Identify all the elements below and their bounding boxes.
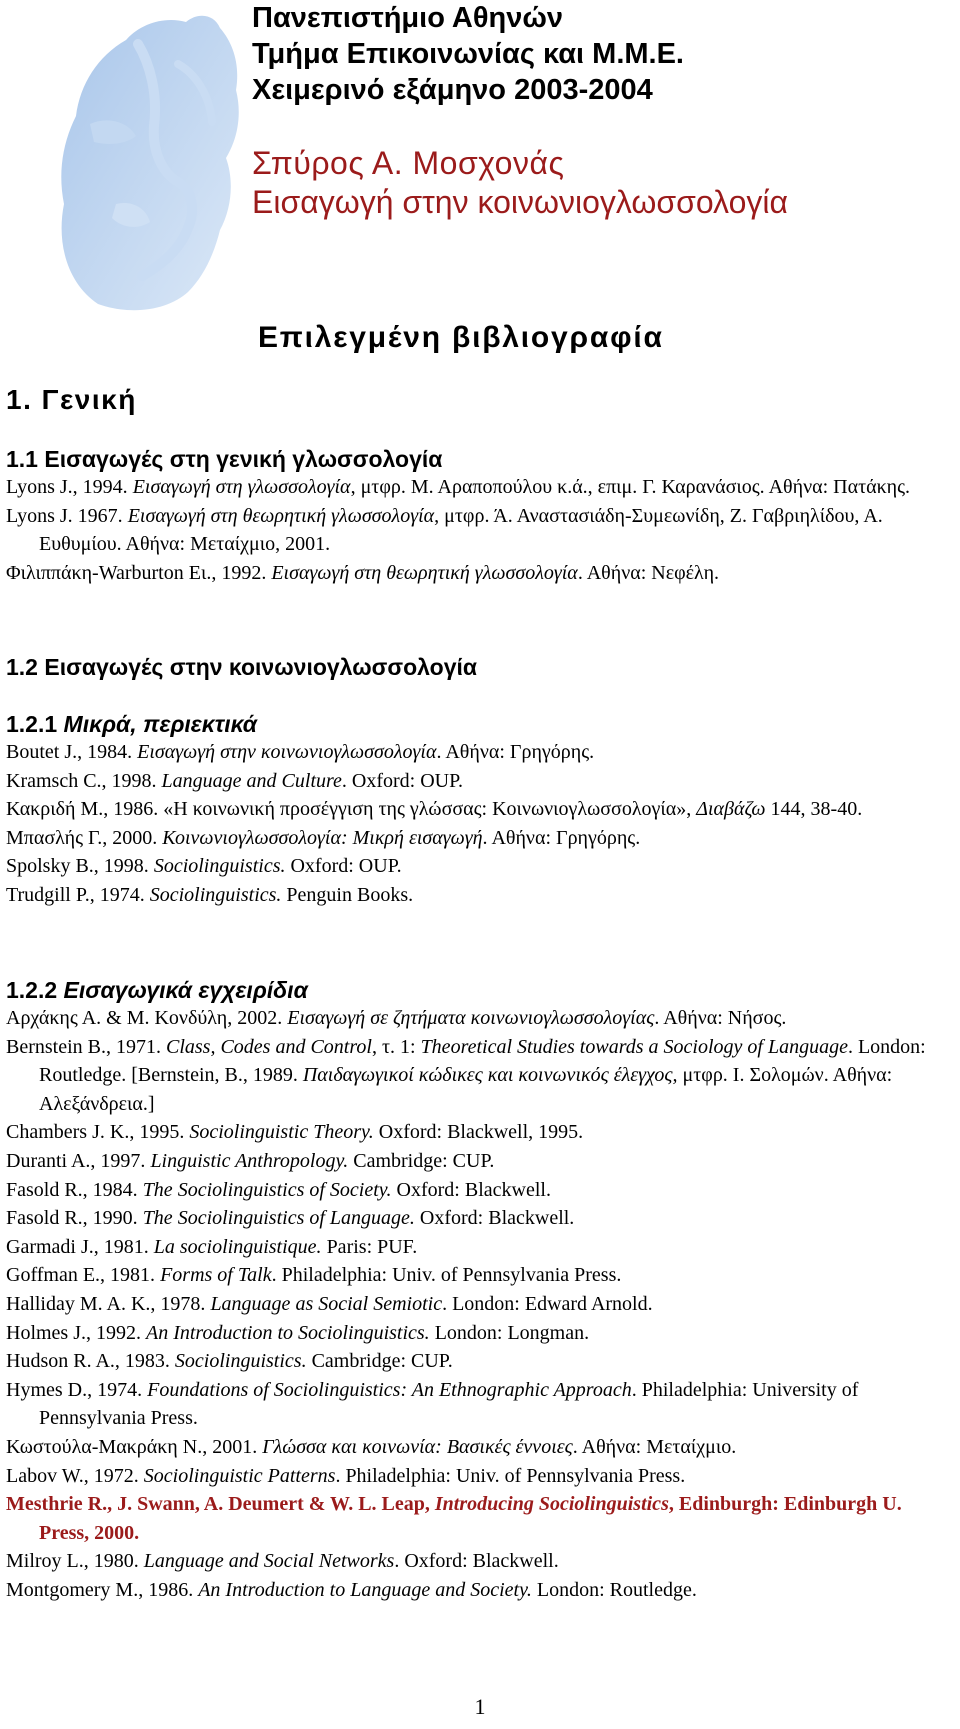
reference-title: Theoretical Studies towards a Sociology of Language — [420, 1035, 848, 1058]
reference-list-1-1 — [6, 473, 954, 587]
document-title: Επιλεγμένη βιβλιογραφία — [258, 321, 664, 354]
reference-entry — [6, 881, 954, 910]
reference-entry — [6, 1118, 954, 1147]
reference-text: Αρχάκης Α. & Μ. Κονδύλη, 2002. — [6, 1007, 288, 1029]
reference-entry — [6, 1462, 954, 1491]
reference-entry — [6, 1004, 954, 1033]
reference-entry — [6, 1319, 954, 1348]
department-name: Τμήμα Επικοινωνίας και Μ.Μ.Ε. — [252, 38, 684, 70]
reference-title: Introducing Sociolinguistics — [434, 1493, 669, 1516]
reference-entry — [6, 1376, 954, 1433]
course-title: Εισαγωγή στην κοινωνιογλωσσολογία — [252, 184, 788, 220]
reference-text: Κωστούλα-Μακράκη Ν., 2001. — [6, 1435, 263, 1458]
reference-title: Εισαγωγή σε ζητήματα κοινωνιογλωσσολογίας — [287, 1007, 655, 1029]
reference-text: . London: Edward Arnold. — [442, 1292, 653, 1315]
reference-text: Chambers J. K., 1995. — [6, 1121, 190, 1144]
reference-text: . Oxford: Blackwell. — [394, 1550, 559, 1573]
university-name: Πανεπιστήμιο Αθηνών — [252, 2, 563, 34]
section-number: 1.2.1 — [6, 711, 64, 737]
reference-entry — [6, 1576, 954, 1605]
reference-list-1-2-2 — [6, 1004, 954, 1604]
reference-entry — [6, 1490, 954, 1547]
reference-text: Goffman E., 1981. — [6, 1264, 161, 1287]
reference-text: Oxford: OUP. — [285, 855, 402, 878]
reference-entry — [6, 1233, 954, 1262]
reference-list-1-2-1 — [6, 738, 954, 910]
page-number: 1 — [474, 1694, 486, 1719]
reference-entry — [6, 1204, 954, 1233]
reference-title: Κοινωνιογλωσσολογία: Μικρή εισαγωγή — [162, 826, 483, 849]
reference-title: Language as Social Semiotic — [210, 1292, 443, 1315]
reference-text: . Αθήνα: Νήσος. — [654, 1007, 787, 1029]
reference-title: Sociolinguistics. — [149, 883, 282, 906]
reference-title: Sociolinguistics. — [174, 1350, 307, 1373]
reference-title: An Introduction to Sociolinguistics. — [146, 1321, 430, 1344]
reference-entry — [6, 738, 954, 767]
reference-text: Oxford: Blackwell, 1995. — [373, 1121, 584, 1144]
reference-entry — [6, 502, 954, 559]
reference-title: Linguistic Anthropology. — [150, 1149, 349, 1172]
reference-text: Holmes J., 1992. — [6, 1321, 146, 1344]
reference-text: Mesthrie R., J. Swann, A. Deumert & W. L. Leap, — [6, 1493, 435, 1516]
reference-text: Hudson R. A., 1983. — [6, 1350, 175, 1373]
reference-text: . Philadelphia: Univ. of Pennsylvania Press. — [335, 1464, 686, 1487]
reference-title: Forms of Talk — [160, 1264, 272, 1287]
reference-entry — [6, 1347, 954, 1376]
author-name: Σπύρος Α. Μοσχονάς — [252, 145, 565, 181]
reference-text: Φιλιππάκη-Warburton Ει., 1992. — [6, 561, 272, 584]
reference-text: . Αθήνα: Γρηγόρης. — [436, 741, 595, 763]
reference-text: Milroy L., 1980. — [6, 1550, 144, 1573]
reference-text: Fasold R., 1990. — [6, 1207, 143, 1230]
reference-entry — [6, 1147, 954, 1176]
reference-text: London: Routledge. — [531, 1578, 697, 1601]
reference-title: Εισαγωγή στη γλωσσολογία — [132, 476, 351, 498]
reference-entry — [6, 795, 954, 824]
reference-text: London: Longman. — [429, 1321, 590, 1344]
reference-title: Language and Social Networks — [143, 1550, 395, 1573]
semester: Χειμερινό εξάμηνο 2003-2004 — [252, 74, 653, 106]
section-title: Μικρά, περιεκτικά — [63, 711, 257, 737]
reference-title: La sociolinguistique. — [153, 1235, 322, 1258]
reference-text: . Αθήνα: Γρηγόρης. — [482, 826, 641, 849]
reference-entry — [6, 852, 954, 881]
reference-text: Cambridge: CUP. — [348, 1149, 495, 1172]
reference-entry — [6, 473, 954, 502]
reference-text: Labov W., 1972. — [6, 1464, 144, 1487]
reference-title: Γλώσσα και κοινωνία: Βασικές έννοιες — [262, 1435, 573, 1458]
reference-title: Εισαγωγή στη θεωρητική γλωσσολογία — [271, 561, 578, 584]
reference-title: The Sociolinguistics of Language. — [142, 1207, 415, 1230]
reference-text: Lyons J., 1994. — [6, 476, 133, 498]
reference-entry — [6, 559, 954, 588]
reference-text: Trudgill P., 1974. — [6, 883, 150, 906]
section-title: Εισαγωγικά εγχειρίδια — [63, 977, 308, 1003]
reference-title: Sociolinguistic Patterns — [143, 1464, 336, 1487]
reference-text: Paris: PUF. — [321, 1235, 418, 1258]
reference-text: . Αθήνα: Νεφέλη. — [577, 561, 720, 584]
reference-text: Penguin Books. — [281, 883, 414, 906]
reference-title: The Sociolinguistics of Society. — [142, 1178, 392, 1201]
reference-text: Boutet J., 1984. — [6, 741, 138, 763]
reference-text: μτφρ. Ι. Σολομών. Αθήνα: Αλεξάνδρεια.] — [39, 1064, 893, 1115]
reference-title: Διαβάζω — [696, 798, 766, 821]
reference-text: Κακριδή Μ., 1986. «Η κοινωνική προσέγγιση της γλώσσας: Κοινωνιογλωσσολογία», — [6, 798, 697, 821]
reference-title: Sociolinguistic Theory. — [189, 1121, 374, 1144]
reference-text: , Edinburgh: Edinburgh U. Press, 2000. — [39, 1493, 902, 1544]
reference-title: Class, Codes and Control — [166, 1035, 372, 1058]
section-heading-1-2-1 — [6, 709, 257, 739]
reference-text: Kramsch C., 1998. — [6, 769, 162, 792]
reference-title: Εισαγωγή στην κοινωνιογλωσσολογία — [137, 741, 437, 763]
reference-text: Fasold R., 1984. — [6, 1178, 143, 1201]
reference-text: Μπασλής Γ., 2000. — [6, 826, 163, 849]
reference-text: Lyons J. 1967. — [6, 504, 128, 527]
reference-text: . Philadelphia: Univ. of Pennsylvania Press. — [271, 1264, 622, 1287]
section-number: 1.2.2 — [6, 977, 64, 1003]
section-heading-1-2: 1.2 Εισαγωγές στην κοινωνιογλωσσολογία — [6, 654, 478, 680]
reference-entry — [6, 767, 954, 796]
reference-entry — [6, 1547, 954, 1576]
reference-text: . Oxford: OUP. — [341, 769, 464, 792]
reference-text: . Philadelphia: University of Pennsylvania Press. — [39, 1378, 859, 1430]
reference-text: . London: Routledge. [Bernstein, B., 1989. — [39, 1035, 926, 1087]
reference-text: , τ. 1: — [371, 1035, 421, 1058]
reference-title: Language and Culture — [161, 769, 342, 792]
reference-title: Εισαγωγή στη θεωρητική γλωσσολογία — [127, 504, 435, 527]
reference-title: An Introduction to Language and Society. — [198, 1578, 532, 1601]
reference-text: Bernstein B., 1971. — [6, 1035, 166, 1058]
reference-entry — [6, 1261, 954, 1290]
reference-title: Foundations of Sociolinguistics: An Ethnographic Approach — [147, 1378, 632, 1401]
reference-entry — [6, 1033, 954, 1119]
reference-text: . Αθήνα: Μεταίχμιο. — [572, 1435, 737, 1458]
section-heading-1-2-2 — [6, 975, 308, 1005]
reference-text: Duranti A., 1997. — [6, 1149, 151, 1172]
athena-helmet-logo — [28, 4, 254, 322]
reference-text: Hymes D., 1974. — [6, 1378, 148, 1401]
reference-entry — [6, 1176, 954, 1205]
reference-title: Παιδαγωγικοί κώδικες και κοινωνικός έλεγχος, — [302, 1064, 678, 1087]
reference-text: Montgomery M., 1986. — [6, 1578, 199, 1601]
reference-title: Sociolinguistics. — [153, 855, 286, 878]
section-heading-general: 1. Γενική — [6, 384, 137, 415]
reference-text: Garmadi J., 1981. — [6, 1235, 154, 1258]
reference-text: Oxford: Blackwell. — [391, 1178, 551, 1201]
reference-text: 144, 38-40. — [765, 798, 863, 821]
reference-text: Halliday M. A. K., 1978. — [6, 1292, 211, 1315]
reference-entry — [6, 824, 954, 853]
reference-text: Cambridge: CUP. — [306, 1350, 453, 1373]
section-heading-1-1: 1.1 Εισαγωγές στη γενική γλωσσολογία — [6, 446, 443, 472]
reference-entry — [6, 1433, 954, 1462]
reference-text: Spolsky B., 1998. — [6, 855, 154, 878]
reference-text: Oxford: Blackwell. — [414, 1207, 575, 1230]
reference-text: , μτφρ. Ά. Αναστασιάδη-Συμεωνίδη, Ζ. Γαβριηλίδου, Α. Ευθυμίου. Αθήνα: Μεταίχμιο, 2001. — [39, 504, 883, 556]
reference-entry — [6, 1290, 954, 1319]
reference-text: , μτφρ. Μ. Αραποπούλου κ.ά., επιμ. Γ. Καρανάσιος. Αθήνα: Πατάκης. — [350, 476, 911, 498]
